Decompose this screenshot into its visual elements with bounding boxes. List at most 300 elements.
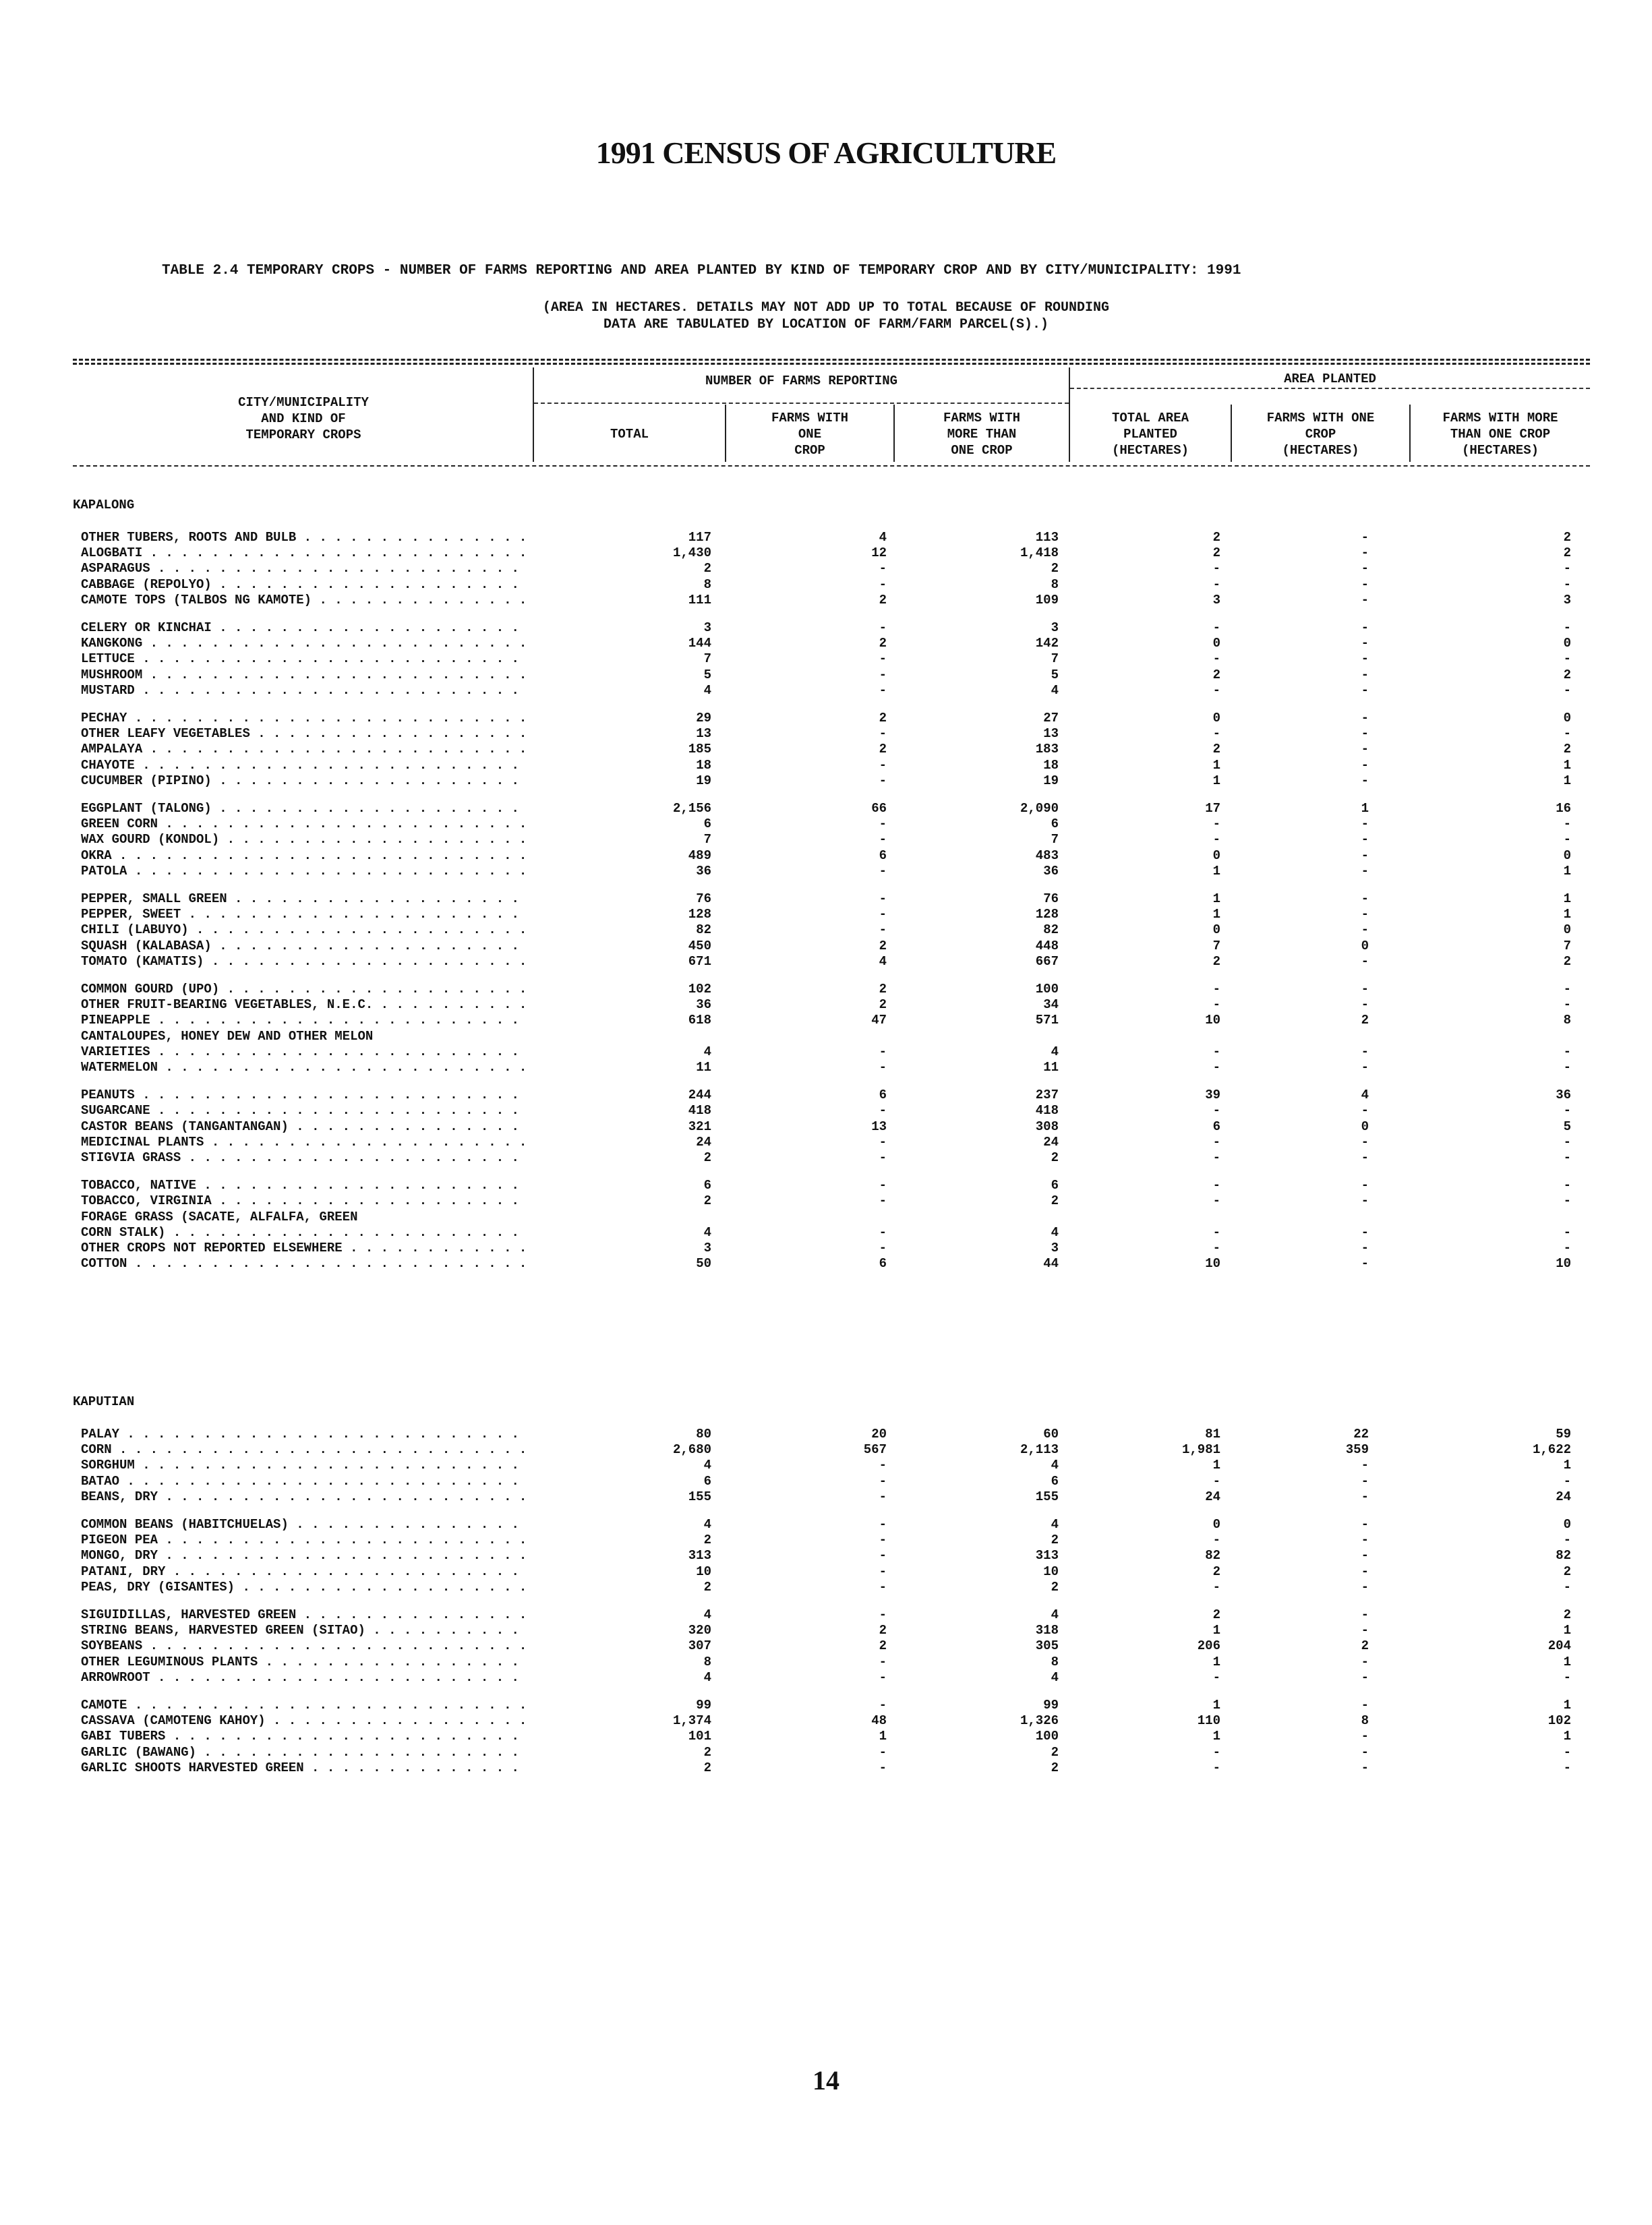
table-cell: 5 [1051,667,1059,682]
table-cell: 2 [1563,742,1571,757]
table-cell: 36 [696,997,711,1013]
table-cell: - [1361,848,1369,863]
table-cell: 99 [696,1698,711,1713]
table-cell: 2 [879,711,887,725]
table-cell: 128 [1035,907,1059,922]
table-cell: 2 [1051,561,1059,576]
table-cell: - [1361,1744,1369,1760]
table-cell: 204 [1547,1638,1571,1654]
table-cell: 2 [703,561,711,576]
table-cell: - [1212,1669,1220,1685]
table-cell: 47 [871,1013,887,1028]
table-cell: 618 [688,1013,711,1028]
crop-label: OTHER CROPS NOT REPORTED ELSEWHERE . . . [81,1241,526,1256]
table-cell: 1 [1212,1458,1220,1473]
table-cell: - [879,1489,887,1504]
table-cell: 1,430 [672,545,711,561]
table-cell: 2 [1563,1607,1571,1622]
table-cell: - [1212,1473,1220,1489]
crop-label: ASPARAGUS . . . [81,561,526,576]
table-cell: - [1361,922,1369,938]
crop-label: MONGO, DRY . . . [81,1548,526,1564]
table-cell: - [1563,1579,1571,1595]
table-cell: - [1212,1579,1220,1595]
table-cell: - [879,1178,887,1193]
crop-label: MUSHROOM . . . [81,668,526,683]
table-cell: 2 [1212,953,1220,969]
table-cell: 18 [1043,757,1059,773]
crop-label: CASSAVA (CAMOTENG KAHOY) . . . [81,1713,526,1729]
table-cell: - [879,1654,887,1669]
crop-label: KANGKONG . . . [81,636,526,651]
table-cell: 2 [1212,742,1220,757]
table-cell: - [1361,576,1369,592]
table-cell: 2 [1051,1150,1059,1165]
table-cell: - [1563,1760,1571,1775]
table-cell: 3 [1212,592,1220,607]
table-cell: 2 [1212,1607,1220,1622]
table-cell: 1 [1212,757,1220,773]
table-cell: 450 [688,938,711,953]
table-cell: 5 [703,667,711,682]
crop-label: FORAGE GRASS (SACATE, ALFALFA, GREEN [81,1209,358,1224]
table-cell: 489 [688,848,711,863]
table-cell: - [1212,1044,1220,1059]
table-cell: 6 [1212,1119,1220,1134]
table-cell: - [879,863,887,879]
crop-label: SOYBEANS . . . [81,1638,526,1654]
table-cell: - [1563,1744,1571,1760]
table-cell: 0 [1212,1517,1220,1532]
table-cell: - [879,1517,887,1532]
table-cell: 318 [1035,1623,1059,1638]
table-cell: - [879,1224,887,1240]
table-cell: - [1361,982,1369,997]
table-cell: - [1361,1607,1369,1622]
table-cell: - [1361,863,1369,879]
table-cell: 2 [703,1533,711,1548]
table-cell: - [1212,817,1220,832]
table-cell: 102 [688,982,711,997]
table-cell: - [879,1134,887,1150]
table-cell: 3 [703,620,711,635]
table-cell: - [1563,561,1571,576]
table-cell: - [879,1760,887,1775]
table-cell: 3 [1051,1241,1059,1255]
table-cell: - [1212,651,1220,667]
table-cell: 4 [1051,1458,1059,1473]
table-cell: - [1563,620,1571,635]
table-cell: - [1212,1760,1220,1775]
table-cell: 76 [1043,891,1059,906]
table-cell: 359 [1345,1442,1369,1458]
table-cell: - [1361,1150,1369,1165]
table-cell: 81 [1205,1427,1220,1442]
table-cell: 13 [871,1119,887,1134]
table-cell: 113 [1035,530,1059,545]
table-cell: - [879,1698,887,1713]
crop-label: GARLIC SHOOTS HARVESTED GREEN . . . [81,1760,526,1776]
table-cell: - [1563,1178,1571,1193]
table-cell: - [1212,576,1220,592]
table-cell: - [1563,1060,1571,1075]
table-cell: 2 [879,636,887,651]
table-cell: - [1361,1473,1369,1489]
table-cell: - [1212,682,1220,698]
table-cell: - [1563,1669,1571,1685]
table-cell: 244 [688,1088,711,1103]
table-cell: 2 [879,1638,887,1654]
table-caption: TABLE 2.4 TEMPORARY CROPS - NUMBER OF FARMS REPORTING AND AREA PLANTED BY KIND OF TEMPORARY CROP AND BY CITY/MUNICIPALITY: 1991 [162,263,1241,278]
table-cell: - [1361,1548,1369,1564]
table-cell: - [1563,1150,1571,1165]
table-cell: - [1361,1178,1369,1193]
table-cell: 13 [696,726,711,742]
table-cell: - [879,1548,887,1564]
table-cell: 6 [879,848,887,863]
crop-label: PATOLA . . . [81,864,526,879]
table-cell: - [1361,592,1369,607]
crop-label: CORN STALK) . . . [81,1225,526,1241]
table-cell: - [1212,1150,1220,1165]
table-cell: 2 [1361,1013,1369,1028]
crop-label: STRING BEANS, HARVESTED GREEN (SITAO) . . . [81,1623,526,1638]
table-cell: - [1563,832,1571,848]
table-cell: 1 [1212,907,1220,922]
crop-label: CAMOTE TOPS (TALBOS NG KAMOTE) . . . [81,593,526,608]
table-cell: - [879,667,887,682]
crop-label: PIGEON PEA . . . [81,1533,526,1548]
table-cell: - [1361,891,1369,906]
table-cell: - [1563,651,1571,667]
table-cell: 2 [1563,1564,1571,1579]
table-cell: 1 [1212,1654,1220,1669]
table-cell: 667 [1035,953,1059,969]
table-cell: 2 [703,1193,711,1209]
table-cell: - [1361,545,1369,561]
crop-label: GABI TUBERS . . . [81,1729,526,1744]
table-cell: 4 [1051,1669,1059,1685]
table-cell: 6 [879,1088,887,1103]
table-cell: 313 [1035,1548,1059,1564]
table-cell: 8 [1563,1013,1571,1028]
table-cell: - [1563,1533,1571,1548]
table-cell: 0 [1563,636,1571,651]
table-cell: 1,374 [672,1713,711,1729]
header-group-farms: NUMBER OF FARMS REPORTING [705,374,898,388]
table-cell: 34 [1043,997,1059,1013]
table-cell: - [1212,1241,1220,1255]
crop-label: WAX GOURD (KONDOL) . . . [81,832,526,848]
table-cell: 7 [703,651,711,667]
table-cell: 313 [688,1548,711,1564]
table-cell: 99 [1043,1698,1059,1713]
crop-label: SUGARCANE . . . [81,1103,526,1119]
table-cell: - [1212,997,1220,1013]
table-cell: 308 [1035,1119,1059,1134]
table-cell: - [1361,1579,1369,1595]
crop-label: CAMOTE . . . [81,1698,526,1713]
table-cell: 2 [703,1744,711,1760]
table-cell: 10 [1556,1256,1571,1272]
table-cell: 483 [1035,848,1059,863]
table-cell: - [1361,742,1369,757]
table-cell: 2 [879,1623,887,1638]
table-cell: - [879,1060,887,1075]
table-cell: - [1361,1760,1369,1775]
table-cell: - [879,620,887,635]
table-cell: - [1212,1103,1220,1119]
table-cell: - [879,682,887,698]
table-cell: - [1361,773,1369,788]
table-cell: - [879,757,887,773]
table-cell: 6 [703,817,711,832]
table-cell: 2,156 [672,801,711,816]
table-cell: 1 [1563,1654,1571,1669]
crop-label: LETTUCE . . . [81,651,526,667]
table-cell: - [879,891,887,906]
table-cell: - [1361,907,1369,922]
crop-label: PECHAY . . . [81,711,526,726]
table-cell: 0 [1361,938,1369,953]
header-farms-one-crop: FARMS WITH ONE CROP [771,411,849,458]
table-cell: 6 [703,1178,711,1193]
table-cell: 1 [1563,757,1571,773]
crop-label: PEANUTS . . . [81,1088,526,1103]
table-cell: - [1361,1256,1369,1272]
table-cell: - [1361,1224,1369,1240]
table-cell: - [1361,726,1369,742]
section-heading: KAPALONG [73,498,135,512]
header-area-total: TOTAL AREA PLANTED (HECTARES) [1111,411,1189,458]
table-cell: 4 [703,1517,711,1532]
table-cell: - [1361,1060,1369,1075]
crop-label: OTHER FRUIT-BEARING VEGETABLES, N.E.C. . . . [81,997,526,1013]
table-cell: - [879,1669,887,1685]
table-cell: 6 [1051,1473,1059,1489]
table-cell: 24 [1205,1489,1220,1504]
table-cell: 5 [1563,1119,1571,1134]
table-cell: - [1212,1224,1220,1240]
table-cell: 2 [703,1760,711,1775]
table-cell: 2 [879,982,887,997]
table-cell: - [879,817,887,832]
table-cell: - [879,1150,887,1165]
table-cell: 1,418 [1020,545,1059,561]
table-cell: - [1361,1458,1369,1473]
table-cell: 1 [1212,1698,1220,1713]
table-cell: 2 [879,997,887,1013]
table-cell: 82 [696,922,711,938]
table-cell: 4 [703,1669,711,1685]
table-cell: 12 [871,545,887,561]
table-cell: 418 [688,1103,711,1119]
header-stub: CITY/MUNICIPALITY AND KIND OF TEMPORARY CROPS [238,395,369,442]
table-cell: - [1563,1473,1571,1489]
table-cell: 24 [1556,1489,1571,1504]
table-cell: - [879,922,887,938]
table-cell: 59 [1556,1427,1571,1442]
table-cell: 8 [1361,1713,1369,1729]
table-cell: 1,981 [1181,1442,1220,1458]
table-cell: 18 [696,757,711,773]
table-cell: - [1361,1517,1369,1532]
table-cell: 4 [703,1458,711,1473]
table-cell: 4 [1051,1607,1059,1622]
table-cell: 8 [703,576,711,592]
crop-label: WATERMELON . . . [81,1060,526,1075]
table-cell: 6 [1051,817,1059,832]
table-cell: - [1361,711,1369,725]
table-cell: 2,090 [1020,801,1059,816]
table-cell: 2 [1051,1744,1059,1760]
crop-label: CHAYOTE . . . [81,758,526,773]
header-area-one-crop: FARMS WITH ONE CROP (HECTARES) [1266,411,1375,458]
table-cell: 0 [1563,1517,1571,1532]
table-cell: 2 [1212,530,1220,545]
table-cell: 183 [1035,742,1059,757]
crop-label: STIGVIA GRASS . . . [81,1150,526,1166]
table-cell: - [1361,651,1369,667]
table-cell: 155 [688,1489,711,1504]
table-cell: 76 [696,891,711,906]
table-cell: 11 [1043,1060,1059,1075]
table-cell: - [879,1473,887,1489]
table-cell: - [1361,1193,1369,1209]
table-cell: 2 [879,592,887,607]
table-cell: 80 [696,1427,711,1442]
table-cell: 82 [1556,1548,1571,1564]
table-cell: 1,622 [1532,1442,1571,1458]
table-cell: 0 [1212,636,1220,651]
crop-label: ALOGBATI . . . [81,545,526,561]
crop-label: CUCUMBER (PIPINO) . . . [81,773,526,789]
crop-label: PINEAPPLE . . . [81,1013,526,1028]
table-cell: - [1212,1134,1220,1150]
table-cell: 82 [1205,1548,1220,1564]
table-cell: - [1212,832,1220,848]
table-cell: 48 [871,1713,887,1729]
table-cell: 2 [1212,1564,1220,1579]
header-group-area: AREA PLANTED [1284,372,1376,386]
table-cell: 1 [1563,1623,1571,1638]
table-cell: - [1361,1654,1369,1669]
table-cell: 3 [1563,592,1571,607]
table-cell: - [1361,1103,1369,1119]
table-cell: 20 [871,1427,887,1442]
table-cell: 2 [1051,1193,1059,1209]
table-note-line-2: DATA ARE TABULATED BY LOCATION OF FARM/FARM PARCEL(S).) [603,317,1049,332]
table-cell: 19 [1043,773,1059,788]
crop-label: CHILI (LABUYO) . . . [81,922,526,938]
table-cell: 0 [1212,711,1220,725]
table-cell: 16 [1556,801,1571,816]
table-cell: 4 [1051,1044,1059,1059]
table-cell: 100 [1035,1729,1059,1744]
table-cell: 2 [879,938,887,953]
table-cell: - [1563,1241,1571,1255]
page-number: 14 [813,2065,839,2096]
table-cell: - [1361,561,1369,576]
table-cell: 2 [1051,1533,1059,1548]
table-cell: - [1212,1744,1220,1760]
table-cell: 4 [1361,1088,1369,1103]
table-cell: - [1563,997,1571,1013]
table-cell: - [1563,726,1571,742]
crop-label: PEPPER, SMALL GREEN . . . [81,891,526,907]
table-cell: 8 [1051,1654,1059,1669]
crop-label: OKRA . . . [81,848,526,864]
table-cell: 321 [688,1119,711,1134]
table-cell: 4 [879,953,887,969]
page-title: 1991 CENSUS OF AGRICULTURE [595,136,1057,170]
table-cell: 0 [1563,922,1571,938]
table-cell: 7 [1212,938,1220,953]
table-cell: 2 [703,1579,711,1595]
crop-label: PATANI, DRY . . . [81,1564,526,1580]
crop-label: VARIETIES . . . [81,1044,526,1060]
table-cell: 0 [1563,848,1571,863]
table-cell: 10 [1043,1564,1059,1579]
table-cell: 50 [696,1256,711,1272]
table-cell: 13 [1043,726,1059,742]
table-cell: - [1361,1729,1369,1744]
table-cell: - [879,1044,887,1059]
table-cell: - [1212,1060,1220,1075]
table-cell: - [1212,982,1220,997]
table-cell: 29 [696,711,711,725]
crop-label: MUSTARD . . . [81,683,526,699]
crop-label: CABBAGE (REPOLYO) . . . [81,577,526,593]
table-cell: 117 [688,530,711,545]
table-cell: 6 [879,1256,887,1272]
table-cell: - [1361,1533,1369,1548]
table-cell: 4 [1051,682,1059,698]
table-cell: - [879,1193,887,1209]
crop-label: TOBACCO, NATIVE . . . [81,1178,526,1193]
table-cell: 418 [1035,1103,1059,1119]
table-cell: 1 [1563,1729,1571,1744]
crop-label: SQUASH (KALABASA) . . . [81,939,526,954]
table-cell: 10 [1205,1256,1220,1272]
table-cell: 2 [1361,1638,1369,1654]
table-cell: 1 [1212,1729,1220,1744]
table-cell: - [1563,1193,1571,1209]
table-cell: 4 [879,530,887,545]
table-cell: - [879,907,887,922]
table-cell: 307 [688,1638,711,1654]
section-heading: KAPUTIAN [73,1394,135,1409]
table-cell: 36 [1043,863,1059,879]
table-cell: 1 [1212,1623,1220,1638]
table-cell: - [1563,982,1571,997]
table-cell: - [1361,1564,1369,1579]
table-cell: 1 [1563,863,1571,879]
table-cell: - [1212,620,1220,635]
table-cell: 1 [1563,907,1571,922]
table-cell: 2 [703,1150,711,1165]
table-cell: 19 [696,773,711,788]
crop-label: EGGPLANT (TALONG) . . . [81,801,526,817]
table-cell: 1 [1563,1698,1571,1713]
header-total: TOTAL [610,427,649,442]
table-cell: - [1212,1178,1220,1193]
crop-label: COMMON GOURD (UPO) . . . [81,982,526,997]
table-cell: - [1361,997,1369,1013]
crop-label: GREEN CORN . . . [81,817,526,832]
crop-label: OTHER LEGUMINOUS PLANTS . . . [81,1655,526,1670]
table-cell: - [879,1458,887,1473]
